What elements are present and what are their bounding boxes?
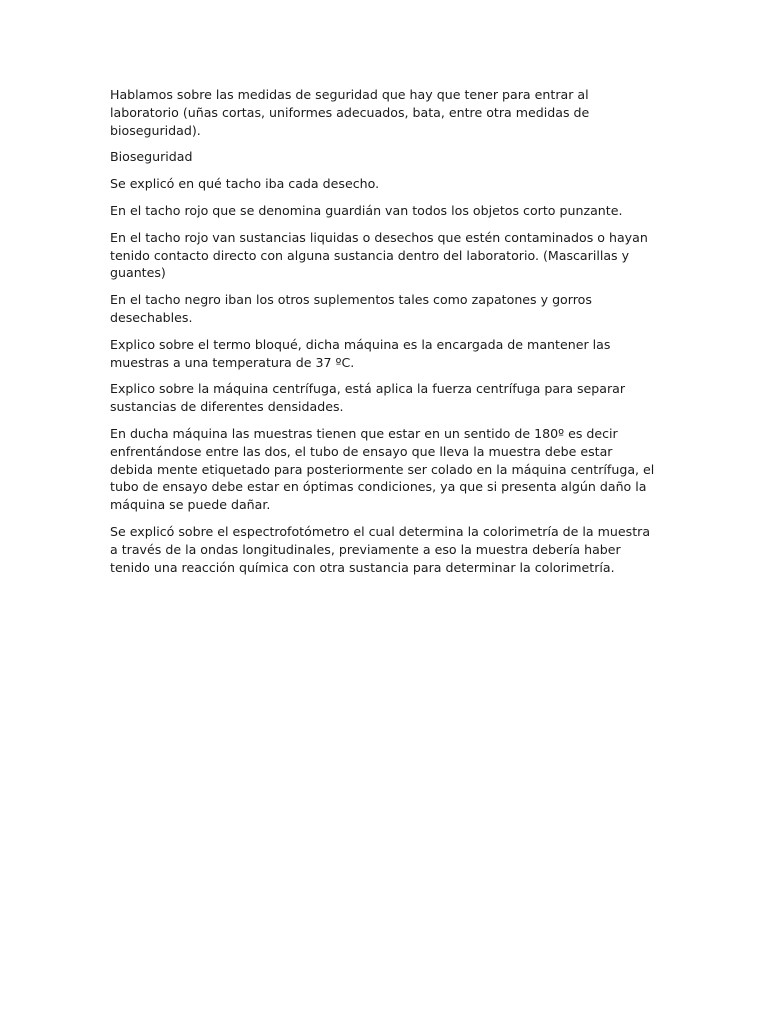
paragraph-red-bin-contaminated: En el tacho rojo van sustancias liquidas o desechos que estén contaminados o hayan tenido contacto directo con alguna sustancia dentro del laboratorio. (Mascarillas y guantes) — [110, 229, 648, 281]
paragraph-waste-bins: Se explicó en qué tacho iba cada desecho. — [110, 176, 380, 192]
paragraph-spectrophotometer: Se explicó sobre el espectrofotómetro el cual determina la colorimetría de la muestra a través de la ondas longitudinales, previamente a eso la muestra debería haber tenido una reacción química con otra sustancia para determinar la colorimetría. — [110, 523, 651, 575]
paragraph-black-bin: En el tacho negro iban los otros suplementos tales como zapatones y gorros desechables. — [110, 292, 592, 325]
document-body — [110, 86, 658, 585]
paragraph-heading-bioseguridad: Bioseguridad — [110, 149, 193, 165]
paragraph-red-bin-sharps: En el tacho rojo que se denomina guardián van todos los objetos corto punzante. — [110, 202, 623, 218]
paragraph-safety-measures: Hablamos sobre las medidas de seguridad que hay que tener para entrar al laboratorio (uñas cortas, uniformes adecuados, bata, entre otra medidas de bioseguridad). — [110, 87, 590, 138]
paragraph-thermoblock: Explico sobre el termo bloqué, dicha máquina es la encargada de mantener las muestras a una temperatura de 37 ºC. — [110, 336, 611, 370]
paragraph-centrifuge-usage: En ducha máquina las muestras tienen que estar en un sentido de 180º es decir enfrentándose entre las dos, el tubo de ensayo que lleva la muestra debe estar debida mente etiquetado para posteriormente ser colado en la máquina centrífuga, el tubo de ensayo debe estar en óptimas condiciones, ya que si presenta algún daño la máquina se puede dañar. — [110, 425, 655, 513]
paragraph-centrifuge: Explico sobre la máquina centrífuga, está aplica la fuerza centrífuga para separar sustancias de diferentes densidades. — [110, 381, 626, 415]
